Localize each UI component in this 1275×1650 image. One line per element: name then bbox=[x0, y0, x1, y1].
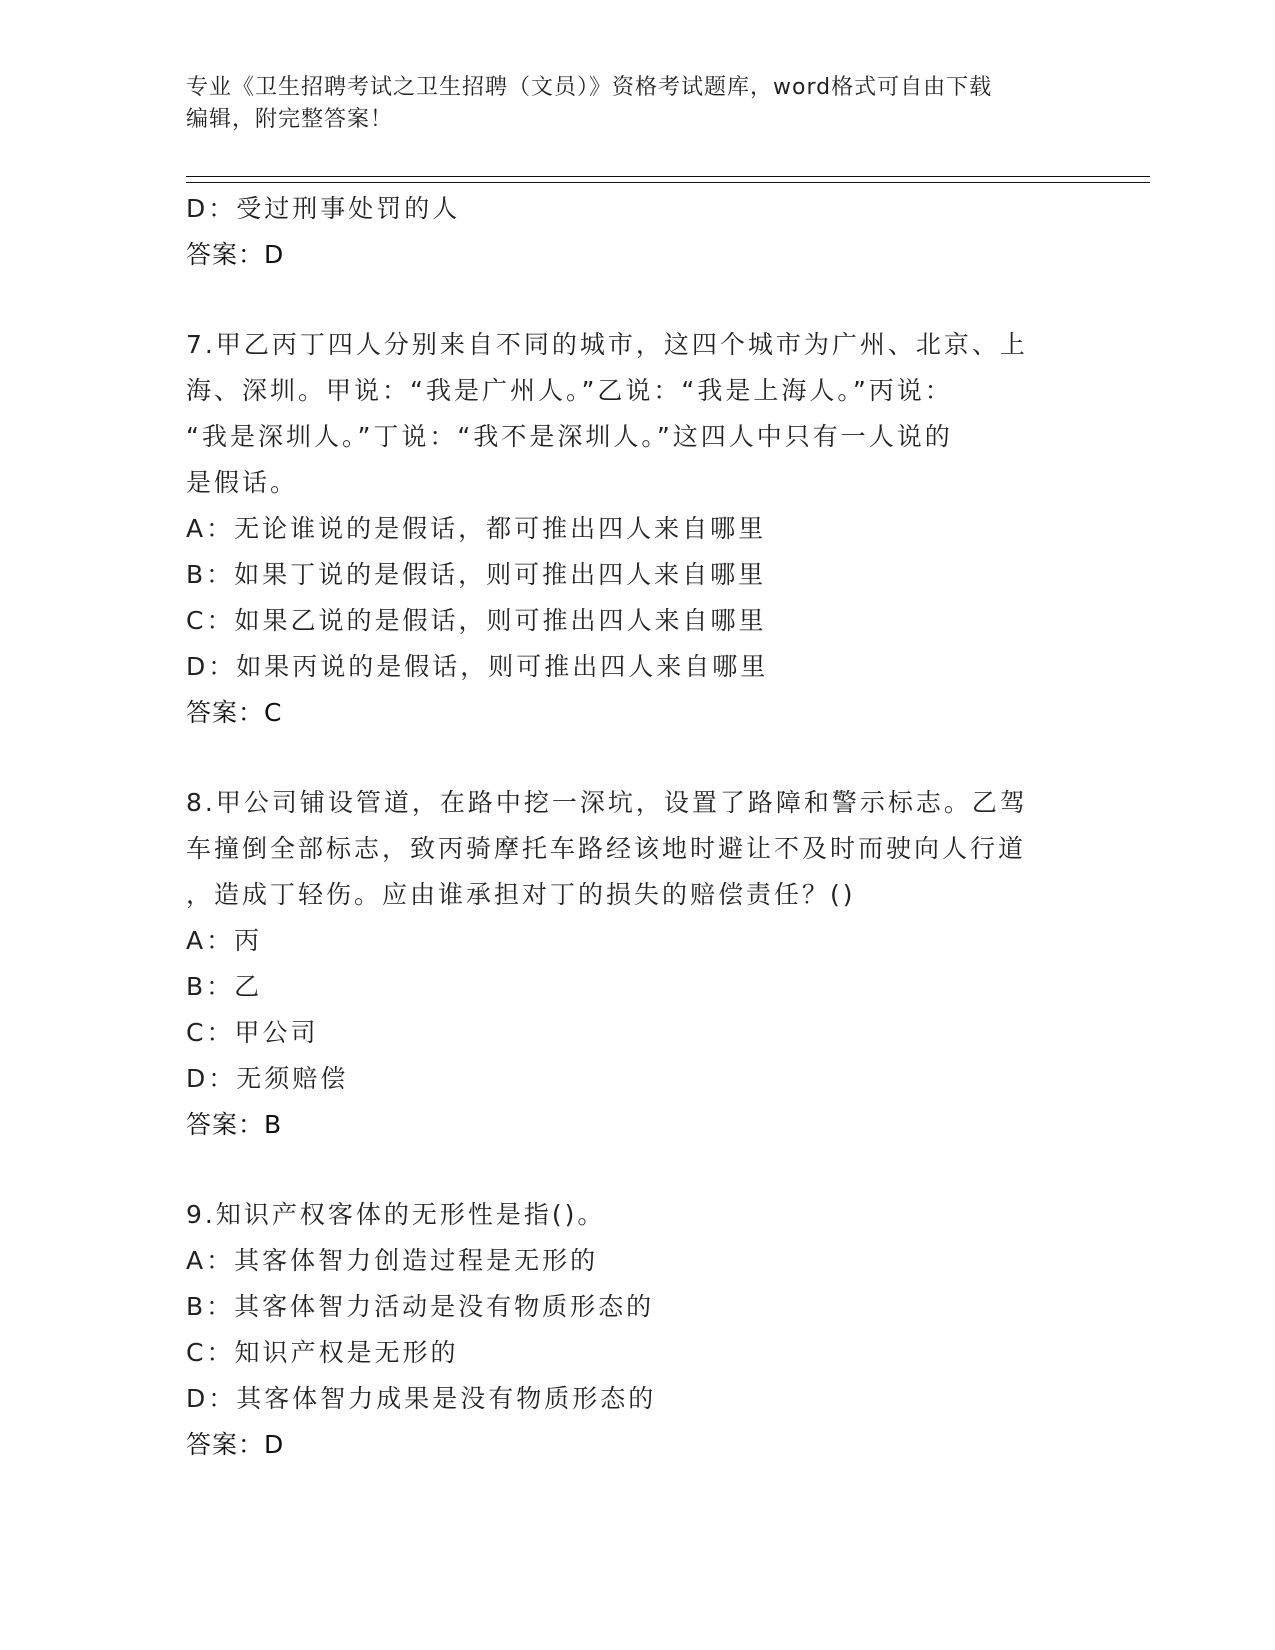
document-header bbox=[186, 72, 1066, 136]
question-text-line: ，造成丁轻伤。应由谁承担对丁的损失的赔偿责任？() bbox=[186, 880, 856, 909]
question-text-line: 7.甲乙丙丁四人分别来自不同的城市，这四个城市为广州、北京、上 bbox=[186, 330, 1028, 359]
option-a: A：无论谁说的是假话，都可推出四人来自哪里 bbox=[186, 514, 767, 543]
question-text-line: 海、深圳。甲说：“我是广州人。”乙说：“我是上海人。”丙说： bbox=[186, 376, 953, 405]
option-d: D：无须赔偿 bbox=[186, 1064, 349, 1093]
question-8 bbox=[186, 780, 1066, 1148]
question-9 bbox=[186, 1192, 1066, 1468]
option-d: D：受过刑事处罚的人 bbox=[186, 194, 461, 223]
option-b: B：乙 bbox=[186, 972, 263, 1001]
question-text-line: 是假话。 bbox=[186, 468, 299, 497]
question-7 bbox=[186, 322, 1066, 736]
answer-line: 答案：C bbox=[186, 698, 283, 727]
question-content bbox=[186, 186, 1066, 1468]
option-a: A：其客体智力创造过程是无形的 bbox=[186, 1246, 599, 1275]
answer-line: 答案：D bbox=[186, 240, 285, 269]
option-a: A：丙 bbox=[186, 926, 263, 955]
option-c: C：甲公司 bbox=[186, 1018, 319, 1047]
header-line-2: 编辑，附完整答案！ bbox=[186, 107, 394, 132]
option-c: C：知识产权是无形的 bbox=[186, 1338, 459, 1367]
option-c: C：如果乙说的是假话，则可推出四人来自哪里 bbox=[186, 606, 767, 635]
answer-line: 答案：B bbox=[186, 1110, 283, 1139]
question-text-line: 9.知识产权客体的无形性是指()。 bbox=[186, 1200, 606, 1229]
header-rule-top bbox=[186, 176, 1150, 177]
answer-line: 答案：D bbox=[186, 1430, 285, 1459]
header-line-1: 专业《卫生招聘考试之卫生招聘（文员）》资格考试题库，word格式可自由下载 bbox=[186, 75, 993, 100]
previous-question-tail bbox=[186, 186, 1066, 278]
option-d: D：如果丙说的是假话，则可推出四人来自哪里 bbox=[186, 652, 769, 681]
question-text-line: “我是深圳人。”丁说：“我不是深圳人。”这四人中只有一人说的 bbox=[186, 422, 953, 451]
question-text-line: 8.甲公司铺设管道，在路中挖一深坑，设置了路障和警示标志。乙驾 bbox=[186, 788, 1028, 817]
option-b: B：其客体智力活动是没有物质形态的 bbox=[186, 1292, 655, 1321]
header-rule-bottom bbox=[186, 182, 1150, 183]
option-d: D：其客体智力成果是没有物质形态的 bbox=[186, 1384, 657, 1413]
question-text-line: 车撞倒全部标志，致丙骑摩托车路经该地时避让不及时而驶向人行道 bbox=[186, 834, 1027, 863]
option-b: B：如果丁说的是假话，则可推出四人来自哪里 bbox=[186, 560, 767, 589]
